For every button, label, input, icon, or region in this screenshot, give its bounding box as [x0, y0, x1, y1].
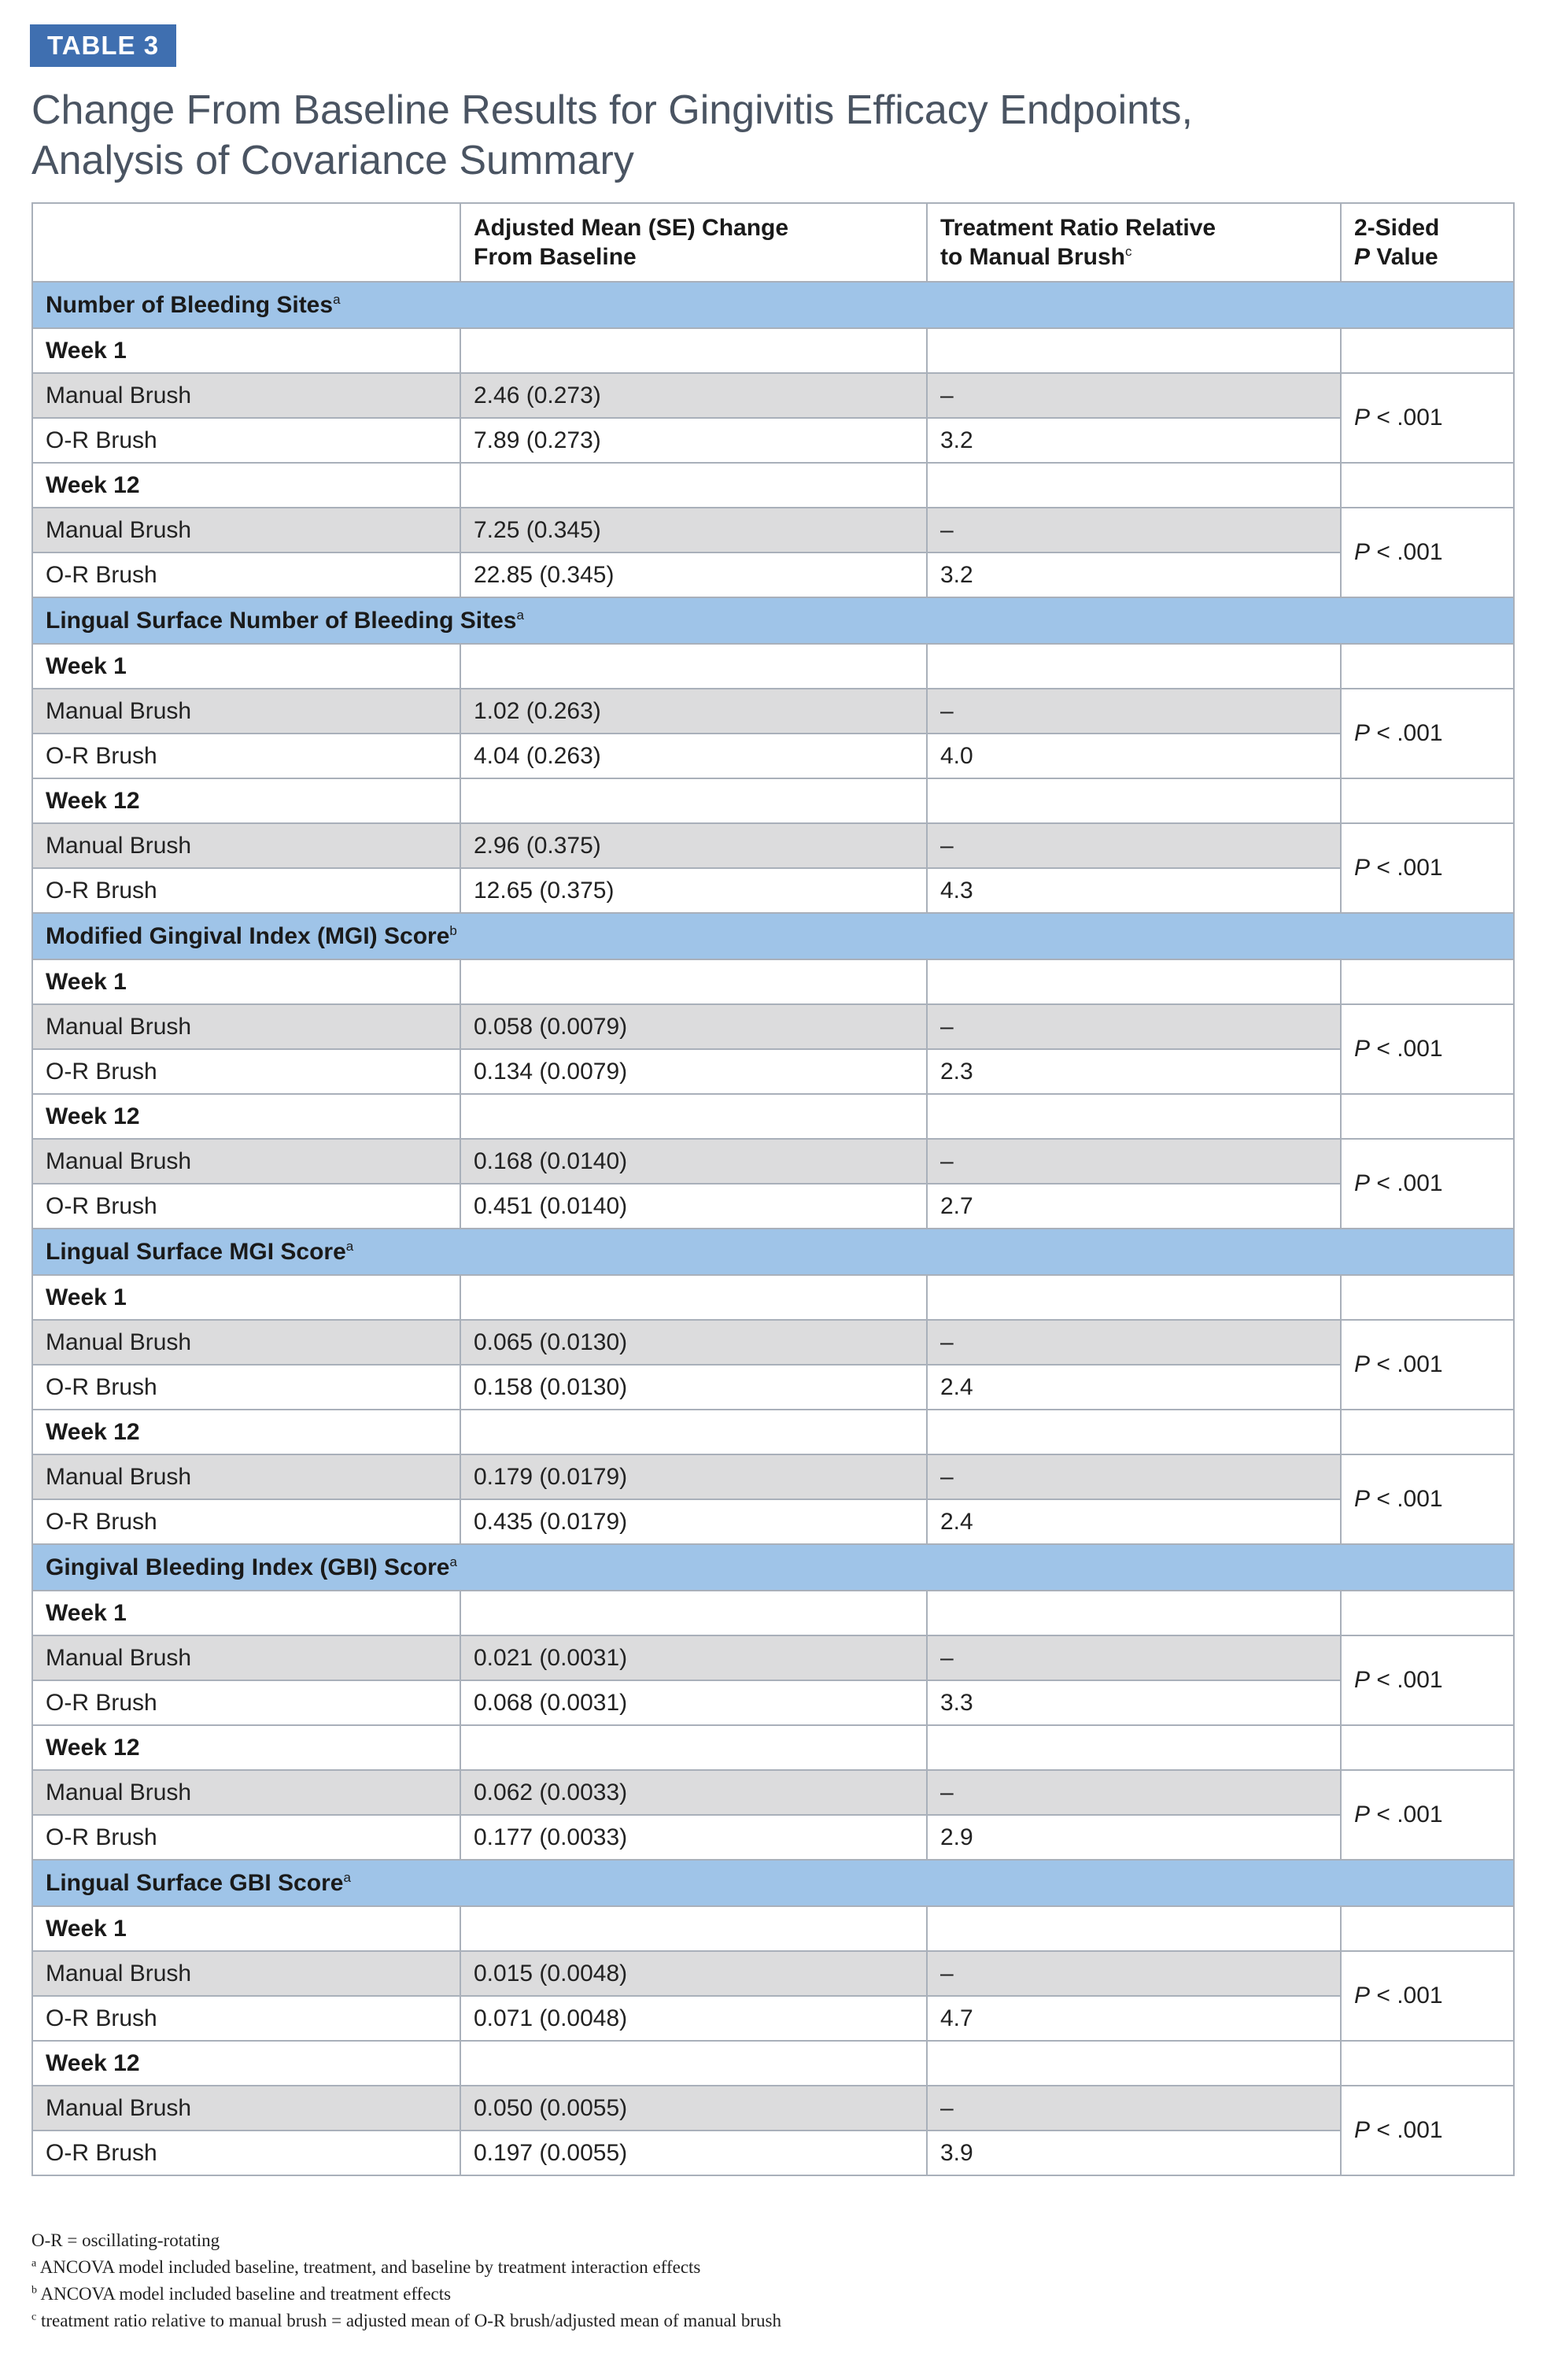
table-row — [32, 373, 1514, 418]
cell-name: Manual Brush — [32, 1951, 460, 1996]
table-row — [32, 1499, 1514, 1544]
empty-cell — [1341, 463, 1514, 508]
cell-name: Manual Brush — [32, 1635, 460, 1680]
table-row — [32, 552, 1514, 597]
table-row — [32, 734, 1514, 778]
table-row — [32, 1139, 1514, 1184]
table-row — [32, 1365, 1514, 1410]
table-row — [32, 2086, 1514, 2131]
cell-name: Manual Brush — [32, 373, 460, 418]
cell-ratio: – — [927, 1139, 1341, 1184]
table-row — [32, 508, 1514, 552]
table-row — [32, 868, 1514, 913]
cell-ratio: – — [927, 1454, 1341, 1499]
cell-ratio: – — [927, 373, 1341, 418]
cell-mean: 2.96 (0.375) — [460, 823, 927, 868]
cell-mean: 0.062 (0.0033) — [460, 1770, 927, 1815]
section-row — [32, 913, 1514, 959]
empty-cell — [927, 328, 1341, 373]
table-title — [31, 85, 1495, 186]
cell-mean: 12.65 (0.375) — [460, 868, 927, 913]
cell-ratio: 3.2 — [927, 552, 1341, 597]
cell-ratio: – — [927, 508, 1341, 552]
week-row — [32, 1094, 1514, 1139]
cell-mean: 0.435 (0.0179) — [460, 1499, 927, 1544]
cell-name: O-R Brush — [32, 2131, 460, 2175]
cell-mean: 7.25 (0.345) — [460, 508, 927, 552]
section-title: Lingual Surface GBI Score$^a$ — [32, 1860, 1514, 1906]
table-row — [32, 1951, 1514, 1996]
section-row — [32, 597, 1514, 644]
table-row — [32, 823, 1514, 868]
cell-name: O-R Brush — [32, 1499, 460, 1544]
empty-cell — [1341, 1906, 1514, 1951]
cell-mean: 0.058 (0.0079) — [460, 1004, 927, 1049]
cell-mean: 0.158 (0.0130) — [460, 1365, 927, 1410]
cell-mean: 4.04 (0.263) — [460, 734, 927, 778]
empty-cell — [1341, 644, 1514, 689]
cell-ratio: – — [927, 823, 1341, 868]
cell-mean: 0.197 (0.0055) — [460, 2131, 927, 2175]
week-label: Week 1 — [32, 1591, 460, 1635]
week-row — [32, 463, 1514, 508]
empty-cell — [1341, 328, 1514, 373]
empty-cell — [1341, 1275, 1514, 1320]
cell-mean: 0.068 (0.0031) — [460, 1680, 927, 1725]
footnote: $^c$ treatment ratio relative to manual brush = adjusted mean of O-R brush/adjusted mean of manual brush — [31, 2311, 781, 2330]
empty-cell — [927, 1410, 1341, 1454]
cell-ratio: 3.2 — [927, 418, 1341, 463]
cell-mean: 0.065 (0.0130) — [460, 1320, 927, 1365]
p-value-cell: P < .001 — [1341, 1770, 1514, 1860]
empty-cell — [927, 1906, 1341, 1951]
table-body — [32, 282, 1514, 2175]
week-row — [32, 959, 1514, 1004]
header-empty — [32, 203, 460, 282]
week-label: Week 12 — [32, 778, 460, 823]
cell-name: O-R Brush — [32, 418, 460, 463]
section-row — [32, 282, 1514, 328]
p-value-cell: P < .001 — [1341, 373, 1514, 463]
week-row — [32, 1275, 1514, 1320]
header-treatment-ratio: Treatment Ratio Relative to Manual Brush$^c$ — [927, 203, 1341, 282]
cell-name: Manual Brush — [32, 1004, 460, 1049]
empty-cell — [1341, 1410, 1514, 1454]
empty-cell — [460, 778, 927, 823]
cell-name: Manual Brush — [32, 823, 460, 868]
empty-cell — [1341, 2041, 1514, 2086]
empty-cell — [460, 959, 927, 1004]
empty-cell — [460, 463, 927, 508]
table-row — [32, 1680, 1514, 1725]
week-label: Week 1 — [32, 328, 460, 373]
week-row — [32, 328, 1514, 373]
empty-cell — [1341, 1725, 1514, 1770]
week-row — [32, 1410, 1514, 1454]
cell-ratio: 4.3 — [927, 868, 1341, 913]
cell-ratio: – — [927, 2086, 1341, 2131]
empty-cell — [927, 1725, 1341, 1770]
cell-mean: 0.177 (0.0033) — [460, 1815, 927, 1860]
empty-cell — [927, 1591, 1341, 1635]
header-p-value: 2-Sided P Value — [1341, 203, 1514, 282]
cell-mean: 0.179 (0.0179) — [460, 1454, 927, 1499]
empty-cell — [927, 463, 1341, 508]
empty-cell — [460, 2041, 927, 2086]
header-adjusted-mean: Adjusted Mean (SE) Change From Baseline — [460, 203, 927, 282]
cell-ratio: 4.0 — [927, 734, 1341, 778]
empty-cell — [460, 1410, 927, 1454]
empty-cell — [927, 778, 1341, 823]
title-line-2: Analysis of Covariance Summary — [31, 138, 634, 183]
table-row — [32, 1815, 1514, 1860]
week-row — [32, 778, 1514, 823]
cell-name: Manual Brush — [32, 1320, 460, 1365]
empty-cell — [927, 1094, 1341, 1139]
table-row — [32, 418, 1514, 463]
cell-mean: 0.050 (0.0055) — [460, 2086, 927, 2131]
cell-name: O-R Brush — [32, 1365, 460, 1410]
week-row — [32, 1725, 1514, 1770]
cell-name: Manual Brush — [32, 1139, 460, 1184]
cell-ratio: – — [927, 1320, 1341, 1365]
cell-mean: 0.021 (0.0031) — [460, 1635, 927, 1680]
cell-ratio: – — [927, 1004, 1341, 1049]
cell-ratio: 4.7 — [927, 1996, 1341, 2041]
table-row — [32, 1004, 1514, 1049]
cell-name: Manual Brush — [32, 508, 460, 552]
week-label: Week 12 — [32, 463, 460, 508]
section-row — [32, 1544, 1514, 1591]
cell-ratio: 2.4 — [927, 1499, 1341, 1544]
cell-name: O-R Brush — [32, 1680, 460, 1725]
table-row — [32, 1996, 1514, 2041]
p-value-cell: P < .001 — [1341, 508, 1514, 597]
empty-cell — [1341, 1591, 1514, 1635]
empty-cell — [460, 1094, 927, 1139]
week-label: Week 1 — [32, 959, 460, 1004]
section-title: Modified Gingival Index (MGI) Score$^b$ — [32, 913, 1514, 959]
header-row — [32, 203, 1514, 282]
cell-name: O-R Brush — [32, 552, 460, 597]
cell-mean: 1.02 (0.263) — [460, 689, 927, 734]
cell-mean: 0.134 (0.0079) — [460, 1049, 927, 1094]
table-row — [32, 689, 1514, 734]
section-title: Number of Bleeding Sites$^a$ — [32, 282, 1514, 328]
empty-cell — [1341, 778, 1514, 823]
empty-cell — [460, 1725, 927, 1770]
table-row — [32, 2131, 1514, 2175]
table-row — [32, 1454, 1514, 1499]
table-row — [32, 1049, 1514, 1094]
footnotes — [31, 2227, 1511, 2334]
p-value-cell: P < .001 — [1341, 1454, 1514, 1544]
week-label: Week 1 — [32, 644, 460, 689]
title-line-1: Change From Baseline Results for Gingivitis Efficacy Endpoints, — [31, 87, 1193, 133]
empty-cell — [1341, 1094, 1514, 1139]
week-label: Week 12 — [32, 2041, 460, 2086]
cell-ratio: 2.3 — [927, 1049, 1341, 1094]
cell-name: O-R Brush — [32, 1815, 460, 1860]
cell-name: O-R Brush — [32, 1049, 460, 1094]
cell-mean: 22.85 (0.345) — [460, 552, 927, 597]
cell-name: Manual Brush — [32, 2086, 460, 2131]
cell-ratio: – — [927, 1770, 1341, 1815]
section-row — [32, 1229, 1514, 1275]
section-title: Lingual Surface Number of Bleeding Sites$^a$ — [32, 597, 1514, 644]
cell-mean: 7.89 (0.273) — [460, 418, 927, 463]
empty-cell — [460, 1275, 927, 1320]
p-value-cell: P < .001 — [1341, 823, 1514, 913]
week-label: Week 12 — [32, 1094, 460, 1139]
cell-name: O-R Brush — [32, 868, 460, 913]
cell-mean: 0.071 (0.0048) — [460, 1996, 927, 2041]
empty-cell — [927, 1275, 1341, 1320]
p-value-cell: P < .001 — [1341, 689, 1514, 778]
week-label: Week 1 — [32, 1275, 460, 1320]
empty-cell — [927, 644, 1341, 689]
section-title: Lingual Surface MGI Score$^a$ — [32, 1229, 1514, 1275]
empty-cell — [460, 328, 927, 373]
table-row — [32, 1635, 1514, 1680]
cell-name: Manual Brush — [32, 1454, 460, 1499]
empty-cell — [927, 2041, 1341, 2086]
cell-name: Manual Brush — [32, 689, 460, 734]
table-badge: TABLE 3 — [30, 24, 176, 67]
section-row — [32, 1860, 1514, 1906]
cell-mean: 2.46 (0.273) — [460, 373, 927, 418]
empty-cell — [460, 644, 927, 689]
week-row — [32, 1591, 1514, 1635]
p-value-cell: P < .001 — [1341, 1951, 1514, 2041]
empty-cell — [460, 1906, 927, 1951]
week-label: Week 1 — [32, 1906, 460, 1951]
cell-ratio: – — [927, 1635, 1341, 1680]
cell-name: O-R Brush — [32, 1184, 460, 1229]
empty-cell — [1341, 959, 1514, 1004]
section-title: Gingival Bleeding Index (GBI) Score$^a$ — [32, 1544, 1514, 1591]
cell-mean: 0.015 (0.0048) — [460, 1951, 927, 1996]
table-row — [32, 1320, 1514, 1365]
p-value-cell: P < .001 — [1341, 1004, 1514, 1094]
cell-mean: 0.451 (0.0140) — [460, 1184, 927, 1229]
footnote: $^b$ ANCOVA model included baseline and treatment effects — [31, 2284, 452, 2304]
cell-mean: 0.168 (0.0140) — [460, 1139, 927, 1184]
p-value-cell: P < .001 — [1341, 1139, 1514, 1229]
week-row — [32, 644, 1514, 689]
cell-ratio: 2.4 — [927, 1365, 1341, 1410]
empty-cell — [460, 1591, 927, 1635]
table-row — [32, 1770, 1514, 1815]
week-label: Week 12 — [32, 1410, 460, 1454]
table-row — [32, 1184, 1514, 1229]
footnote: O-R = oscillating-rotating — [31, 2230, 220, 2250]
cell-name: Manual Brush — [32, 1770, 460, 1815]
week-label: Week 12 — [32, 1725, 460, 1770]
results-table — [31, 202, 1515, 2176]
week-row — [32, 2041, 1514, 2086]
cell-ratio: – — [927, 689, 1341, 734]
p-value-cell: P < .001 — [1341, 2086, 1514, 2175]
cell-name: O-R Brush — [32, 1996, 460, 2041]
cell-ratio: – — [927, 1951, 1341, 1996]
cell-name: O-R Brush — [32, 734, 460, 778]
cell-ratio: 2.7 — [927, 1184, 1341, 1229]
cell-ratio: 2.9 — [927, 1815, 1341, 1860]
footnote: $^a$ ANCOVA model included baseline, treatment, and baseline by treatment interaction effects — [31, 2257, 701, 2277]
cell-ratio: 3.3 — [927, 1680, 1341, 1725]
p-value-cell: P < .001 — [1341, 1320, 1514, 1410]
p-value-cell: P < .001 — [1341, 1635, 1514, 1725]
week-row — [32, 1906, 1514, 1951]
cell-ratio: 3.9 — [927, 2131, 1341, 2175]
empty-cell — [927, 959, 1341, 1004]
